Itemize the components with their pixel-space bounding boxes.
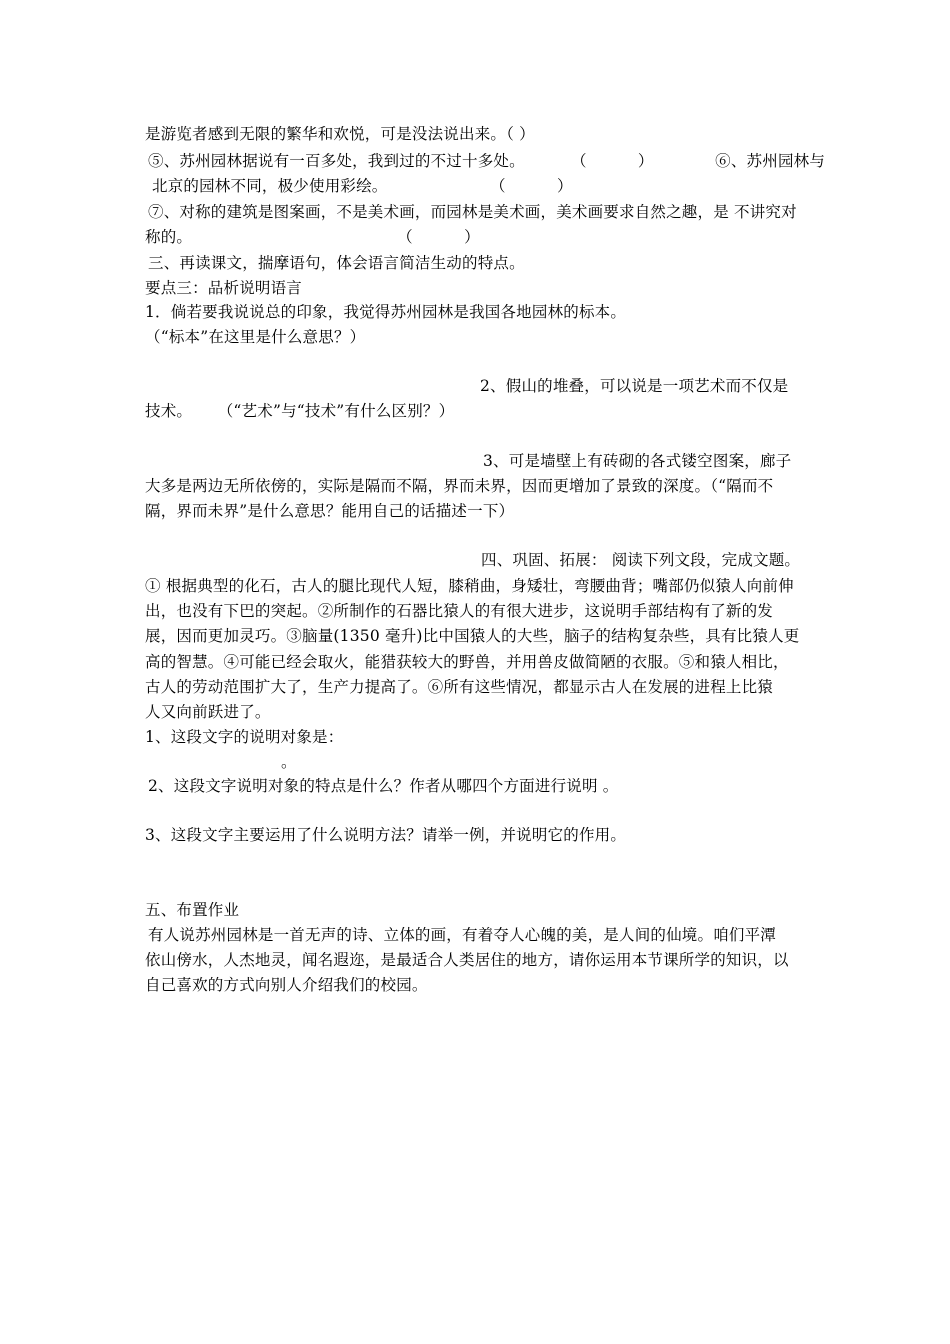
text-line: 2、假山的堆叠，可以说是一项艺术而不仅是 — [480, 377, 789, 395]
text-line: ⑦、对称的建筑是图案画，不是美术画，而园林是美术画，美术画要求自然之趣，是 不讲究对 — [148, 203, 797, 221]
passage-line: 古人的劳动范围扩大了，生产力提高了。⑥所有这些情况，都显示古人在发展的进程上比猿 — [145, 678, 774, 696]
passage-line: 人又向前跃进了。 — [145, 703, 271, 721]
question-line: 1、这段文字的说明对象是： — [145, 728, 344, 746]
question-line: 3、这段文字主要运用了什么说明方法？请举一例，并说明它的作用。 — [145, 826, 627, 844]
section-heading: 五、布置作业 — [145, 901, 240, 919]
question-line: 技术。 （“艺术”与“技术”有什么区别？） — [145, 402, 455, 420]
question-line: 隔，界而未界”是什么意思？能用自己的话描述一下） — [145, 502, 515, 520]
question-line: 2、这段文字说明对象的特点是什么？作者从哪四个方面进行说明 。 — [148, 777, 619, 795]
text-line: 称的。 （ ） — [145, 228, 480, 246]
text-line: 是游览者感到无限的繁华和欢悦，可是没法说出来。（ ） — [145, 125, 535, 143]
subsection-heading: 要点三：品析说明语言 — [145, 279, 303, 297]
question-line: （“标本”在这里是什么意思？） — [145, 328, 366, 346]
section-heading: 四、巩固、拓展： 阅读下列文段，完成文题。 — [481, 551, 801, 569]
passage-line: 出，也没有下巴的突起。②所制作的石器比猿人的有很大进步，这说明手部结构有了新的发 — [145, 602, 774, 620]
text-line: 1．倘若要我说说总的印象，我觉得苏州园林是我国各地园林的标本。 — [145, 303, 627, 321]
text-line: 北京的园林不同，极少使用彩绘。 （ ） — [152, 177, 573, 195]
passage-line: ① 根据典型的化石，古人的腿比现代人短，膝稍曲，身矮壮，弯腰曲背；嘴部仍似猿人向前伸 — [145, 577, 794, 595]
text-line: 3、可是墙壁上有砖砌的各式镂空图案，廊子 — [483, 452, 792, 470]
passage-line: 展，因而更加灵巧。③脑量(1350 毫升)比中国猿人的大些，脑子的结构复杂些，具有比猿人更 — [145, 627, 800, 645]
text-line: 大多是两边无所依傍的，实际是隔而不隔，界而未界，因而更增加了景致的深度。（“隔而不 — [145, 477, 774, 495]
assignment-line: 有人说苏州园林是一首无声的诗、立体的画，有着夺人心魄的美，是人间的仙境。咱们平潭 — [148, 926, 777, 944]
section-heading: 三、再读课文，揣摩语句，体会语言简洁生动的特点。 — [148, 254, 525, 272]
text-line: ⑤、苏州园林据说有一百多处，我到过的不过十多处。 （ ） ⑥、苏州园林与 — [148, 152, 826, 170]
answer-end-mark: 。 — [281, 753, 297, 771]
assignment-line: 自己喜欢的方式向别人介绍我们的校园。 — [145, 976, 428, 994]
passage-line: 高的智慧。④可能已经会取火，能猎获较大的野兽，并用兽皮做简陋的衣服。⑤和猿人相比， — [145, 653, 789, 671]
assignment-line: 依山傍水，人杰地灵，闻名遐迩，是最适合人类居住的地方，请你运用本节课所学的知识，以 — [145, 951, 789, 969]
